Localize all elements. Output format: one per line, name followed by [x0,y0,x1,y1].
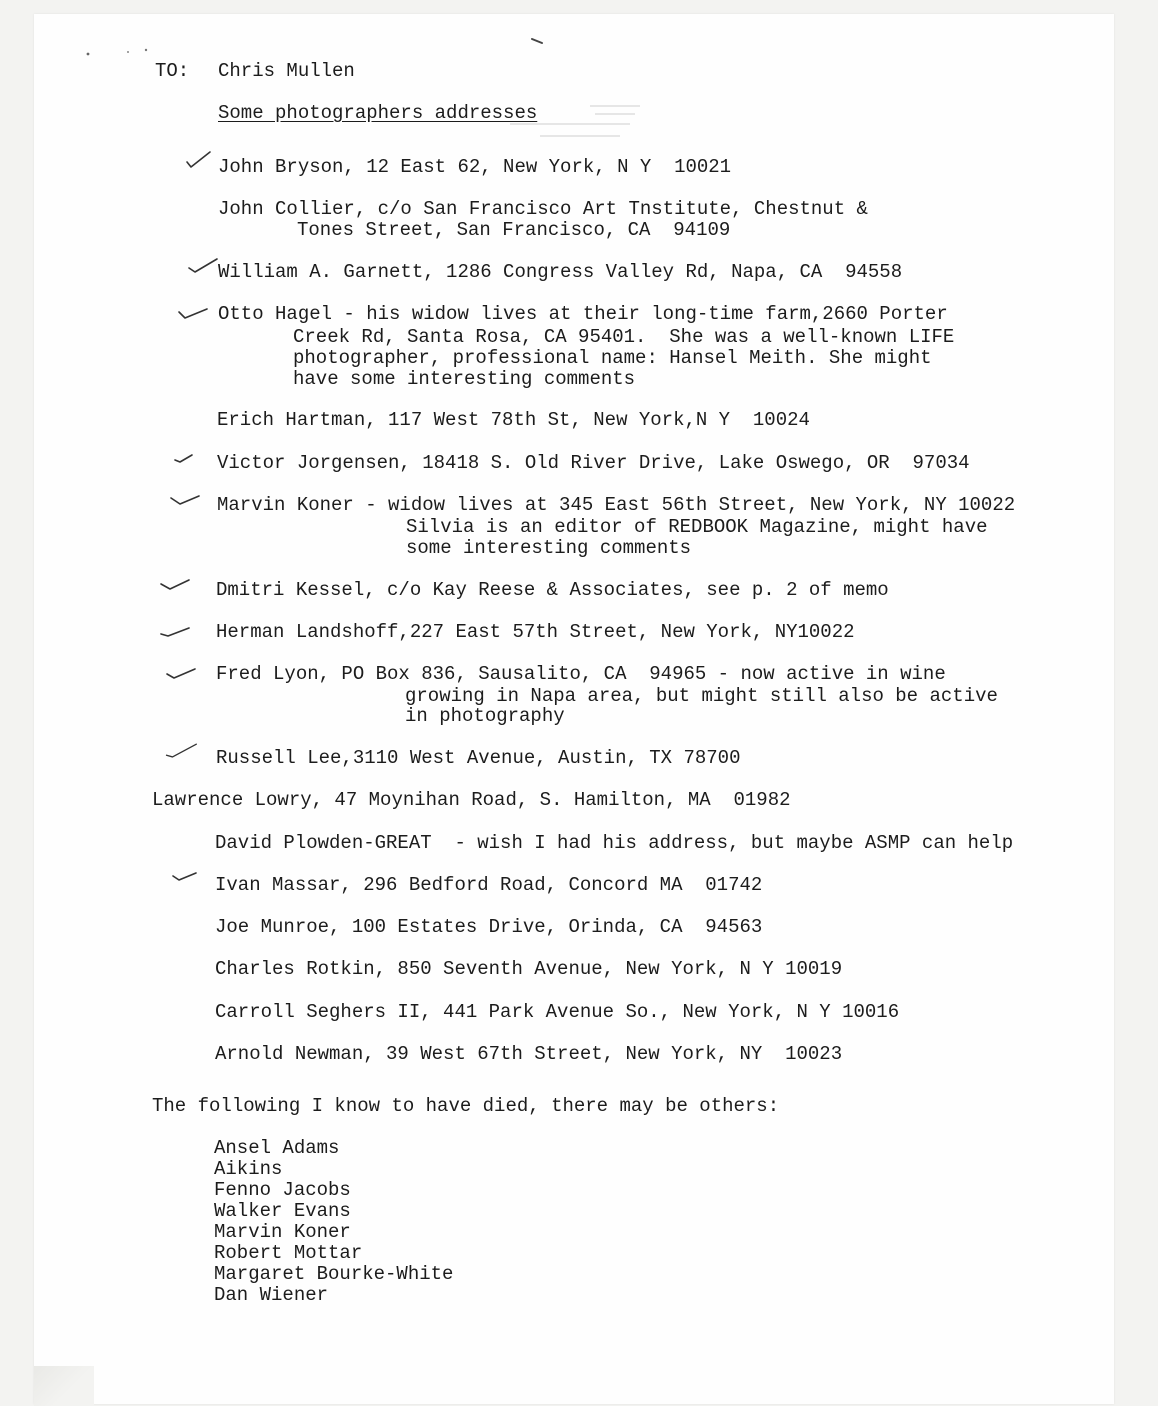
address-entry-continuation: photographer, professional name: Hansel Meith. She might [293,347,932,369]
deceased-name: Dan Wiener [214,1284,329,1306]
check-mark-icon [164,740,198,762]
address-entry-continuation: in photography [405,705,565,727]
address-entry: John Bryson, 12 East 62, New York, N Y 10021 [218,156,732,178]
corner-marks [84,44,154,60]
check-mark-icon [172,448,206,470]
check-mark-icon [176,302,210,324]
address-entry: William A. Garnett, 1286 Congress Valley Rd, Napa, CA 94558 [218,261,903,283]
deceased-name: Robert Mottar [214,1242,363,1264]
address-entry-continuation: Silvia is an editor of REDBOOK Magazine, might have [406,516,988,538]
check-mark-icon [164,662,198,684]
address-entry-continuation: Creek Rd, Santa Rosa, CA 95401. She was a well-known LIFE [293,326,955,348]
address-entry-continuation: have some interesting comments [293,368,636,390]
deceased-intro: The following I know to have died, there may be others: [152,1095,780,1117]
deceased-name: Walker Evans [214,1200,351,1222]
page-corner-fold [34,1366,94,1406]
address-entry: Dmitri Kessel, c/o Kay Reese & Associates, see p. 2 of memo [216,579,889,601]
deceased-name: Margaret Bourke-White [214,1263,454,1285]
address-entry: Erich Hartman, 117 West 78th St, New York,N Y 10024 [217,409,810,431]
address-entry: Lawrence Lowry, 47 Moynihan Road, S. Hamilton, MA 01982 [152,789,791,811]
to-label: TO: [155,60,190,82]
deceased-name: Marvin Koner [214,1221,351,1243]
ink-speck [530,36,546,46]
address-entry-continuation: growing in Napa area, but might still also be active [405,685,998,707]
address-entry: Joe Munroe, 100 Estates Drive, Orinda, CA 94563 [215,916,763,938]
recipient-name: Chris Mullen [218,60,355,82]
check-mark-icon [186,255,220,277]
address-entry-continuation: Tones Street, San Francisco, CA 94109 [297,219,731,241]
address-entry: Charles Rotkin, 850 Seventh Avenue, New York, N Y 10019 [215,958,843,980]
deceased-name: Ansel Adams [214,1137,340,1159]
address-entry: Herman Landshoff,227 East 57th Street, New York, NY10022 [216,621,855,643]
deceased-name: Fenno Jacobs [214,1179,351,1201]
address-entry-continuation: some interesting comments [406,537,692,559]
check-mark-icon [158,574,192,596]
address-entry: Otto Hagel - his widow lives at their long-time farm,2660 Porter [218,303,948,325]
address-entry: Russell Lee,3110 West Avenue, Austin, TX 78700 [216,747,741,769]
address-entry: Marvin Koner - widow lives at 345 East 56th Street, New York, NY 10022 [217,494,1016,516]
check-mark-icon [170,868,204,890]
address-entry: David Plowden-GREAT - wish I had his address, but maybe ASMP can help [215,832,1014,854]
check-mark-icon [184,148,218,170]
address-entry: Arnold Newman, 39 West 67th Street, New York, NY 10023 [215,1043,843,1065]
check-mark-icon [158,620,192,642]
address-entry: Carroll Seghers II, 441 Park Avenue So., New York, N Y 10016 [215,1001,900,1023]
memo-subject: Some photographers addresses [218,102,538,124]
check-mark-icon [168,490,202,512]
address-entry: Victor Jorgensen, 18418 S. Old River Drive, Lake Oswego, OR 97034 [217,452,970,474]
address-entry: Fred Lyon, PO Box 836, Sausalito, CA 94965 - now active in wine [216,663,946,685]
deceased-name: Aikins [214,1158,283,1180]
address-entry: Ivan Massar, 296 Bedford Road, Concord MA 01742 [215,874,763,896]
address-entry: John Collier, c/o San Francisco Art Tnstitute, Chestnut & [218,198,868,220]
